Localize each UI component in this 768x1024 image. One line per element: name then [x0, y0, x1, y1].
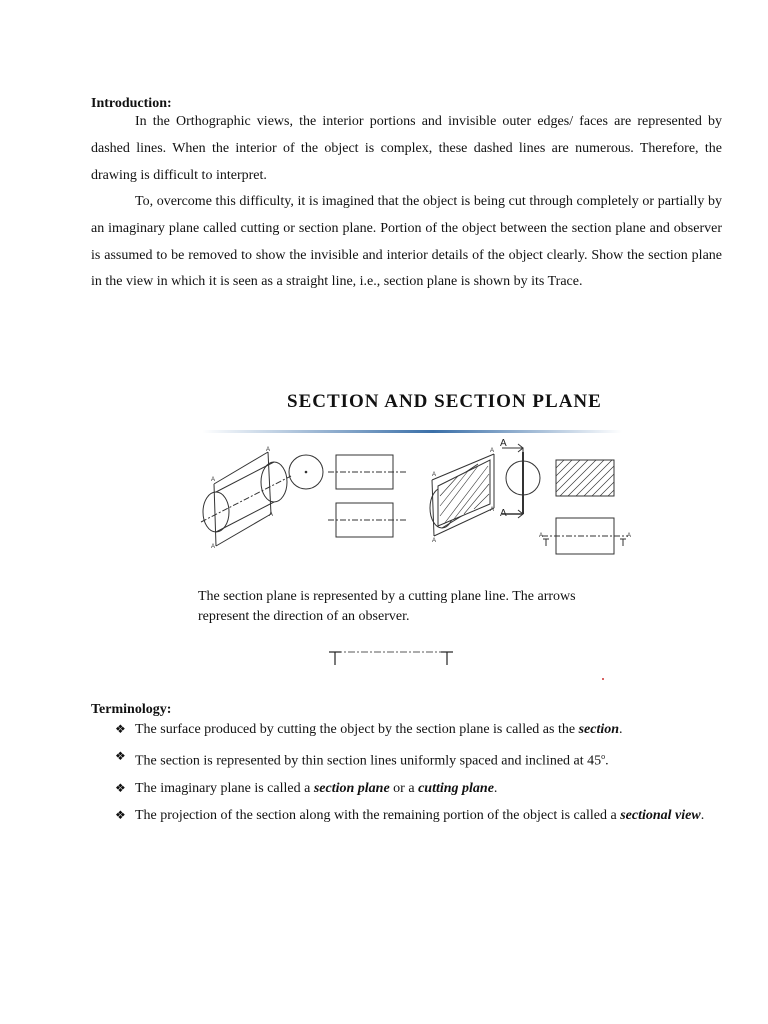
arrow-label-a-bottom: A: [500, 508, 507, 519]
diamond-bullet-icon: ❖: [115, 749, 126, 763]
list-item: ❖ The surface produced by cutting the object by the section plane is called as the section.: [91, 716, 721, 743]
diamond-bullet-icon: ❖: [115, 807, 126, 822]
hatched-sectional-view: [556, 460, 614, 496]
diamond-bullet-icon: ❖: [115, 780, 126, 795]
cutting-plane-top-view: [542, 518, 628, 554]
section-plane-figure: [196, 436, 636, 561]
intro-paragraph-1: [91, 109, 722, 189]
cutting-plane-end-view: [502, 444, 540, 518]
rectangle-lower-view: [328, 503, 406, 537]
sectioned-cylinder-pictorial: [430, 454, 494, 536]
figure-label-a: A: [627, 533, 632, 539]
cutting-plane-line-symbol: [326, 648, 458, 668]
circle-end-view: [289, 455, 323, 489]
intro-paragraph-2: [91, 189, 722, 296]
arrow-label-a-top: A: [500, 438, 507, 449]
figure-label-a: A: [539, 533, 544, 539]
terminology-heading: Terminology:: [91, 702, 172, 717]
list-item: ❖ The section is represented by thin section lines uniformly spaced and inclined at 45$^o$.: [91, 743, 721, 775]
figure-label-a: A: [432, 472, 437, 478]
figure-label-a: A: [211, 477, 216, 483]
figure-caption: The section plane is represented by a cutting plane line. The arrows represent the direction of an observer.: [198, 589, 576, 624]
introduction-heading: Introduction:: [91, 96, 172, 111]
cylinder-pictorial: [201, 452, 291, 546]
figure-label-a: A: [490, 507, 495, 513]
figure-label-a: A: [490, 448, 495, 454]
terminology-list: [91, 716, 731, 829]
figure-title: SECTION AND SECTION PLANE: [287, 391, 602, 412]
figure-title-rule: [202, 430, 622, 433]
list-item: ❖ The imaginary plane is called a section plane or a cutting plane.: [91, 775, 721, 802]
intro-paragraph-2-text: To, overcome this difficulty, it is imagined that the object is being cut through completely or partially by an imaginary plane called cutting or section plane. Portion of the object between the section plane and observer is assumed to be removed to show the invisible and interior details of the object clearly. Show the section plane in the view in which it is seen as a straight line, i.e., section plane is shown by its Trace.: [91, 194, 722, 290]
intro-paragraph-1-text: In the Orthographic views, the interior portions and invisible outer edges/ faces are represented by dashed lines. When the interior of the object is complex, these dashed lines are numerous. Therefore, the drawing is difficult to interpret.: [91, 114, 722, 183]
figure-label-a: A: [211, 544, 216, 550]
list-item: ❖ The projection of the section along with the remaining portion of the object is called a sectional view.: [91, 802, 721, 829]
figure-label-a: A: [269, 512, 274, 518]
figure-label-a: A: [432, 538, 437, 544]
rectangle-front-view: [328, 455, 406, 489]
stray-mark: [602, 678, 604, 680]
figure-label-a: A: [266, 447, 271, 453]
diamond-bullet-icon: ❖: [115, 722, 126, 736]
